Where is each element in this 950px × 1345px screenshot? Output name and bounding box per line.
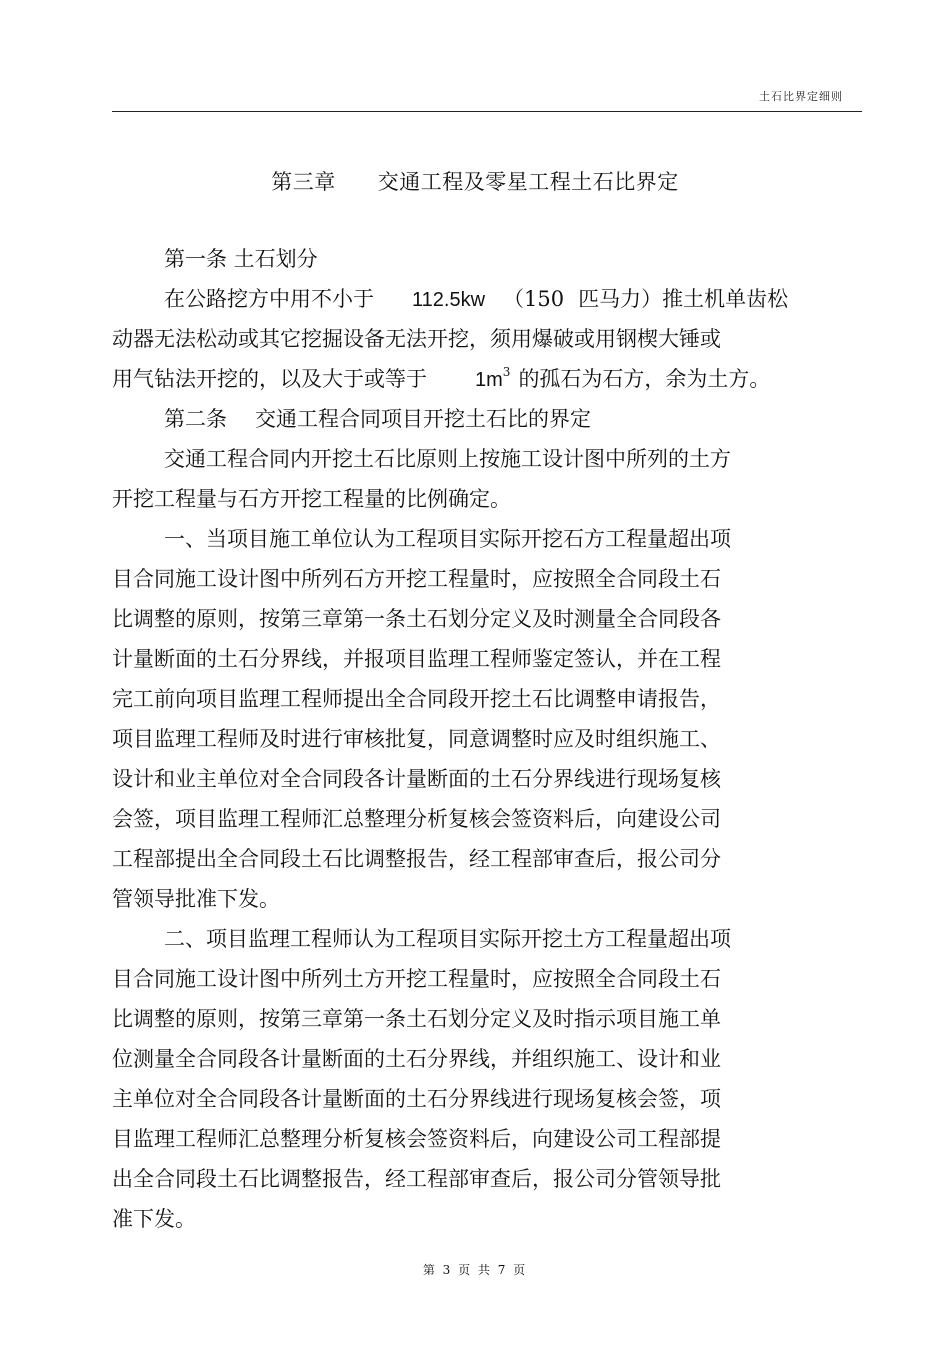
page-number: 第 3 页 共 7 页 bbox=[422, 1263, 528, 1277]
paragraph-line: 主单位对全合同段各计量断面的土石分界线进行现场复核会签，项 bbox=[112, 1087, 721, 1111]
paragraph-line: 完工前向项目监理工程师提出全合同段开挖土石比调整申请报告， bbox=[112, 687, 721, 711]
text-span: 在公路挖方中用不小于 bbox=[164, 287, 374, 311]
chapter-name: 交通工程及零星工程土石比界定 bbox=[377, 170, 679, 194]
paragraph-line: 项目监理工程师及时进行审核批复，同意调整时应及时组织施工、 bbox=[112, 727, 721, 751]
paragraph-line: 目合同施工设计图中所列土方开挖工程量时，应按照全合同段土石 bbox=[112, 967, 721, 991]
header-divider bbox=[112, 111, 862, 112]
volume-exponent: 3 bbox=[502, 365, 511, 379]
article-2-heading bbox=[112, 399, 802, 439]
paragraph-line bbox=[112, 279, 802, 319]
paragraph-line: 出全合同段土石比调整报告，经工程部审查后，报公司分管领导批 bbox=[112, 1167, 721, 1191]
document-body bbox=[112, 239, 802, 1239]
paragraph-line: 管领导批准下发。 bbox=[112, 887, 280, 911]
text-span: （150 bbox=[503, 287, 565, 311]
text-span: 的孤石为石方，余为土方。 bbox=[518, 367, 771, 391]
paragraph-line: 计量断面的土石分界线，并报项目监理工程师鉴定签认，并在工程 bbox=[112, 647, 721, 671]
power-value: 112.5kw bbox=[412, 289, 486, 311]
running-header: 土石比界定细则 bbox=[759, 90, 843, 103]
text-span: 用气钻法开挖的，以及大于或等于 bbox=[112, 367, 427, 391]
paragraph-line: 二、项目监理工程师认为工程项目实际开挖土方工程量超出项 bbox=[164, 927, 731, 951]
paragraph-line: 一、当项目施工单位认为工程项目实际开挖石方工程量超出项 bbox=[164, 527, 731, 551]
paragraph-line: 开挖工程量与石方开挖工程量的比例确定。 bbox=[112, 487, 511, 511]
paragraph-line: 比调整的原则，按第三章第一条土石划分定义及时指示项目施工单 bbox=[112, 1007, 721, 1031]
paragraph-line: 交通工程合同内开挖土石比原则上按施工设计图中所列的土方 bbox=[164, 447, 731, 471]
paragraph-line: 工程部提出全合同段土石比调整报告，经工程部审查后，报公司分 bbox=[112, 847, 721, 871]
chapter-number: 第三章 bbox=[271, 170, 336, 194]
paragraph-line: 目合同施工设计图中所列石方开挖工程量时，应按照全合同段土石 bbox=[112, 567, 721, 591]
chapter-title bbox=[0, 166, 950, 196]
paragraph-line: 目监理工程师汇总整理分析复核会签资料后，向建设公司工程部提 bbox=[112, 1127, 721, 1151]
paragraph-line: 动器无法松动或其它挖掘设备无法开挖，须用爆破或用钢楔大锤或 bbox=[112, 327, 721, 351]
paragraph-line: 设计和业主单位对全合同段各计量断面的土石分界线进行现场复核 bbox=[112, 767, 721, 791]
paragraph-line: 会签，项目监理工程师汇总整理分析复核会签资料后，向建设公司 bbox=[112, 807, 721, 831]
paragraph-line: 位测量全合同段各计量断面的土石分界线，并组织施工、设计和业 bbox=[112, 1047, 721, 1071]
volume-value: 1m bbox=[475, 369, 503, 391]
text-span: 匹马力）推土机单齿松 bbox=[578, 287, 789, 311]
article-2-label: 第二条 bbox=[164, 407, 227, 431]
paragraph-line: 准下发。 bbox=[112, 1207, 196, 1231]
paragraph-line: 比调整的原则，按第三章第一条土石划分定义及时测量全合同段各 bbox=[112, 607, 721, 631]
paragraph-line bbox=[112, 359, 802, 399]
article-1-heading: 第一条 土石划分 bbox=[164, 247, 318, 271]
article-2-title: 交通工程合同项目开挖土石比的界定 bbox=[255, 407, 591, 431]
